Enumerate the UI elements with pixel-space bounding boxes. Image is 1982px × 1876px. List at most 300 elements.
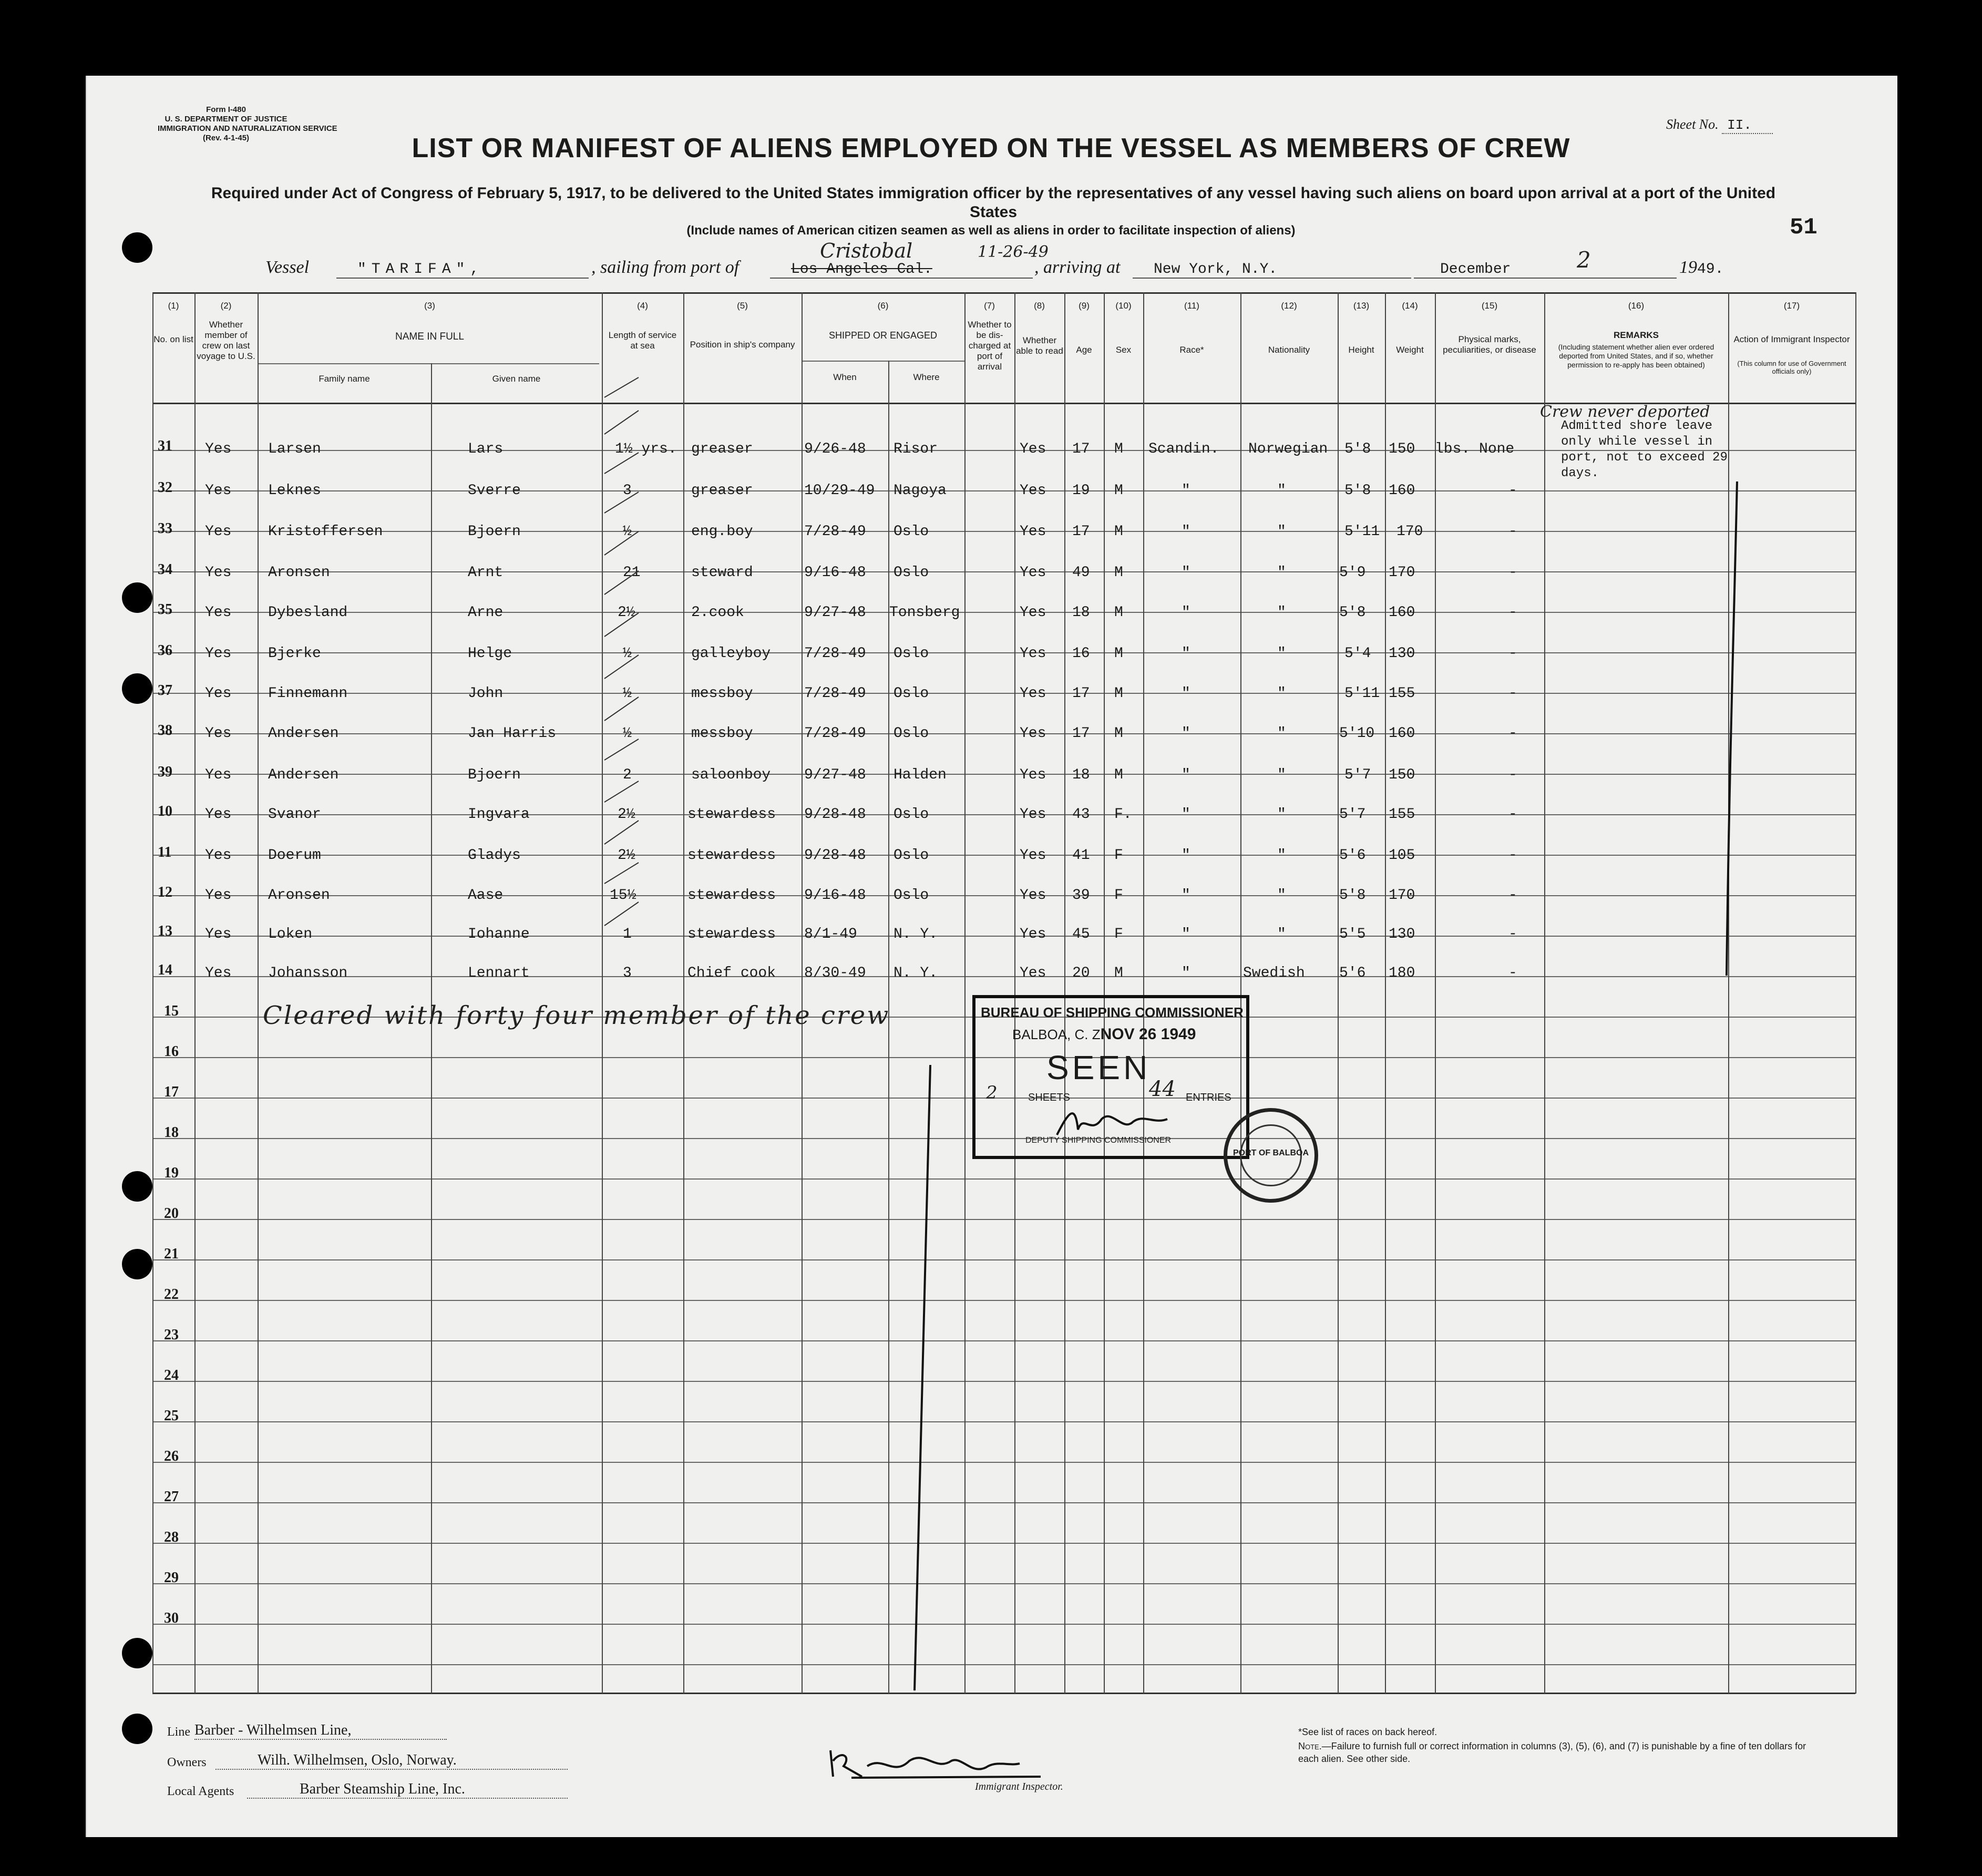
marks-cell: - [1508, 685, 1517, 702]
height-cell: 5'7 [1344, 767, 1371, 783]
service-cell: 15½ [610, 887, 636, 904]
sex-cell: M [1114, 565, 1123, 581]
sex-cell: F. [1114, 806, 1132, 823]
sheet-number [1666, 117, 1773, 133]
read-cell: Yes [1020, 926, 1046, 942]
where-cell: N. Y. [894, 965, 938, 981]
arrival-month: December [1440, 261, 1511, 278]
given-name-cell: Sverre [468, 483, 521, 499]
read-cell: Yes [1020, 441, 1046, 457]
race-cell: " [1182, 767, 1190, 783]
where-cell: Oslo [894, 565, 929, 581]
pen-strokes [152, 292, 1855, 1696]
nationality-cell: " [1277, 565, 1286, 581]
sex-cell: M [1114, 524, 1123, 540]
race-cell: " [1182, 847, 1190, 864]
col-header-age: Age [1076, 345, 1092, 355]
col-number: (16) [1628, 301, 1645, 311]
arrival-year [1679, 258, 1723, 278]
nationality-cell: " [1277, 926, 1286, 942]
punch-hole [122, 1171, 152, 1202]
where-cell: Tonsberg [889, 604, 960, 621]
row-number: 38 [158, 722, 172, 739]
age-cell: 16 [1072, 645, 1090, 662]
date-field [1414, 258, 1677, 279]
year-suffix: 49. [1697, 261, 1724, 278]
when-cell: 8/1-49 [804, 926, 857, 942]
punch-hole [122, 582, 152, 613]
race-cell: " [1182, 725, 1190, 742]
position-cell: greaser [691, 483, 753, 499]
weight-cell: 155 [1389, 806, 1415, 823]
race-cell: " [1182, 685, 1190, 702]
where-cell: Risor [894, 441, 938, 457]
stamp-line1: BUREAU OF SHIPPING COMMISSIONER [981, 1004, 1244, 1020]
marks-cell: - [1508, 887, 1517, 904]
stamp-sheets-label: SHEETS [1028, 1092, 1071, 1103]
family-name-cell: Dybesland [268, 604, 348, 621]
last-voyage-cell: Yes [205, 441, 232, 457]
age-cell: 17 [1072, 685, 1090, 702]
col-number: (4) [637, 301, 648, 311]
position-cell: messboy [691, 685, 753, 702]
row-number: 14 [158, 962, 172, 978]
line-value: Barber - Wilhelmsen Line, [194, 1722, 447, 1740]
weight-cell: 130 [1389, 926, 1415, 942]
service-name: IMMIGRATION AND NATURALIZATION SERVICE [158, 124, 337, 133]
height-cell: 5'7 [1339, 806, 1366, 823]
service-cell: 21 [623, 565, 641, 581]
col-header-height: Height [1348, 345, 1374, 355]
row-number: 37 [158, 682, 172, 699]
sex-cell: M [1114, 483, 1123, 499]
col-number: (3) [424, 301, 435, 311]
vessel-name: "TARIFA", [357, 261, 485, 278]
position-cell: stewardess [687, 806, 776, 823]
when-cell: 9/27-48 [804, 767, 866, 783]
punch-hole [122, 1249, 152, 1279]
race-cell: " [1182, 483, 1190, 499]
marks-cell: - [1508, 725, 1517, 742]
line-label: Line [167, 1725, 190, 1739]
race-cell: " [1182, 887, 1190, 904]
where-cell: Oslo [894, 806, 929, 823]
height-cell: 5'8 [1339, 887, 1366, 904]
given-name-cell: Iohanne [468, 926, 530, 942]
height-cell: 5'6 [1339, 847, 1366, 864]
port-seal [1224, 1108, 1318, 1203]
weight-cell: 160 [1389, 604, 1415, 621]
row-number: 11 [158, 844, 172, 860]
sex-cell: M [1114, 604, 1123, 621]
port-date: 11-26-49 [978, 243, 1049, 261]
sex-cell: F [1114, 847, 1123, 864]
col-header-discharged: Whether to be dis-charged at port of arrival [968, 320, 1012, 372]
last-voyage-cell: Yes [205, 767, 232, 783]
row-number: 39 [158, 764, 172, 780]
row-number: 12 [158, 884, 172, 900]
shipping-commissioner-stamp [972, 995, 1249, 1159]
last-voyage-cell: Yes [205, 604, 232, 621]
given-name-cell: Ingvara [468, 806, 530, 823]
age-cell: 19 [1072, 483, 1090, 499]
row-number: 31 [158, 438, 172, 454]
nationality-cell: " [1277, 645, 1286, 662]
when-cell: 9/27-48 [804, 604, 866, 621]
col-header-service: Length of service at sea [608, 330, 677, 351]
col-number: (11) [1184, 301, 1199, 311]
agents-value: Barber Steamship Line, Inc. [247, 1781, 568, 1799]
service-cell: ½ [623, 725, 632, 742]
when-cell: 9/16-48 [804, 565, 866, 581]
row-number: 27 [164, 1489, 179, 1505]
height-cell: 5'8 [1344, 441, 1371, 457]
race-cell: " [1182, 806, 1190, 823]
when-cell: 7/28-49 [804, 725, 866, 742]
last-voyage-cell: Yes [205, 725, 232, 742]
height-cell: 5'8 [1344, 483, 1371, 499]
where-cell: N. Y. [894, 926, 938, 942]
row-number: 36 [158, 642, 172, 659]
owners-label: Owners [167, 1756, 207, 1769]
arriving-port: New York, N.Y. [1154, 261, 1278, 278]
family-name-cell: Andersen [268, 725, 339, 742]
vessel-label: Vessel [265, 258, 310, 277]
marks-cell: - [1508, 645, 1517, 662]
row-number: 19 [164, 1165, 179, 1181]
page-title: LIST OR MANIFEST OF ALIENS EMPLOYED ON THE VESSEL AS MEMBERS OF CREW [412, 133, 1570, 163]
port-handwritten: Cristobal [820, 239, 913, 262]
row-number: 18 [164, 1124, 179, 1141]
read-cell: Yes [1020, 965, 1046, 981]
col-number: (17) [1783, 301, 1800, 311]
family-name-cell: Svanor [268, 806, 321, 823]
race-cell: " [1182, 645, 1190, 662]
service-cell: 1½ yrs. [615, 441, 677, 457]
sex-cell: F [1114, 887, 1123, 904]
col-header-remarks-note: (Including statement whether alien ever ordered deported from United States, and if so, whether permission to re-apply has been obtained) [1558, 343, 1714, 369]
position-cell: stewardess [687, 847, 776, 864]
row-number: 30 [164, 1610, 179, 1626]
col-header-family-name: Family name [319, 374, 370, 384]
nationality-cell: " [1277, 604, 1286, 621]
marks-cell: - [1508, 806, 1517, 823]
nationality-cell: " [1277, 483, 1286, 499]
position-cell: eng.boy [691, 524, 753, 540]
age-cell: 20 [1072, 965, 1090, 981]
weight-cell: 160 [1389, 483, 1415, 499]
col-number: (10) [1115, 301, 1132, 311]
last-voyage-cell: Yes [205, 685, 232, 702]
when-cell: 9/16-48 [804, 887, 866, 904]
punch-hole [122, 1638, 152, 1668]
nationality-cell: " [1277, 806, 1286, 823]
age-cell: 18 [1072, 604, 1090, 621]
department: U. S. DEPARTMENT OF JUSTICE [165, 115, 287, 124]
agents-label: Local Agents [167, 1785, 234, 1798]
service-cell: 2½ [618, 604, 635, 621]
given-name-cell: Lennart [468, 965, 530, 981]
where-cell: Oslo [894, 847, 929, 864]
when-cell: 7/28-49 [804, 645, 866, 662]
family-name-cell: Loken [268, 926, 313, 942]
position-cell: steward [691, 565, 753, 581]
row-number: 24 [164, 1367, 179, 1383]
height-cell: 5'5 [1339, 926, 1366, 942]
crew-table [152, 292, 1855, 1696]
col-number: (13) [1353, 301, 1370, 311]
where-cell: Oslo [894, 725, 929, 742]
position-cell: Chief cook [687, 965, 776, 981]
when-cell: 10/29-49 [804, 483, 875, 499]
penalty-note [1298, 1740, 1824, 1765]
read-cell: Yes [1020, 645, 1046, 662]
last-voyage-cell: Yes [205, 926, 232, 942]
where-cell: Oslo [894, 887, 929, 904]
col-number: (5) [737, 301, 748, 311]
row-number: 25 [164, 1408, 179, 1424]
col-header-action: Action of Immigrant Inspector [1733, 334, 1850, 344]
nationality-cell: " [1277, 524, 1286, 540]
row-number: 23 [164, 1327, 179, 1343]
when-cell: 9/28-48 [804, 806, 866, 823]
family-name-cell: Leknes [268, 483, 321, 499]
sex-cell: M [1114, 685, 1123, 702]
given-name-cell: Lars [468, 441, 504, 457]
family-name-cell: Aronsen [268, 565, 330, 581]
requirement-text: Required under Act of Congress of February 5, 1917, to be delivered to the United States immigration officer by the representatives of any vessel having such aliens on board upon arrival at a port of the United States [211, 184, 1776, 221]
last-voyage-cell: Yes [205, 483, 232, 499]
given-name-cell: Bjoern [468, 767, 521, 783]
service-cell: ½ [623, 645, 632, 662]
marks-cell: lbs. None [1435, 441, 1515, 457]
col-header-remarks: REMARKS [1614, 330, 1659, 340]
race-cell: " [1182, 604, 1190, 621]
weight-cell: 155 [1389, 685, 1415, 702]
col-header-no: No. on list [153, 334, 193, 344]
position-cell: stewardess [687, 926, 776, 942]
col-rule [1855, 292, 1856, 1694]
col-number: (14) [1402, 301, 1418, 311]
stamp-city: BALBOA, C. Z [1012, 1027, 1101, 1042]
service-cell: ½ [623, 524, 632, 540]
height-cell: 5'6 [1339, 965, 1366, 981]
col-header-weight: Weight [1396, 345, 1424, 355]
weight-cell: 150 [1389, 767, 1415, 783]
stamp-seen: SEEN [1046, 1049, 1151, 1086]
weight-cell: 160 [1389, 725, 1415, 742]
race-cell: " [1182, 524, 1190, 540]
where-cell: Nagoya [894, 483, 947, 499]
position-cell: 2.cook [691, 604, 744, 621]
col-header-position: Position in ship's company [690, 340, 795, 350]
col-header-when: When [833, 372, 857, 382]
given-name-cell: John [468, 685, 504, 702]
sheet-label: Sheet No. [1666, 117, 1719, 132]
races-note: *See list of races on back hereof. [1298, 1727, 1437, 1737]
marks-cell: - [1508, 767, 1517, 783]
vessel-field [336, 258, 589, 279]
nationality-cell: Norwegian [1248, 441, 1328, 457]
when-cell: 8/30-49 [804, 965, 866, 981]
row-number: 26 [164, 1448, 179, 1464]
service-cell: 2½ [618, 847, 635, 864]
nationality-cell: " [1277, 887, 1286, 904]
given-name-cell: Gladys [468, 847, 521, 864]
row-number: 32 [158, 479, 172, 496]
page-number: 51 [1790, 214, 1817, 241]
weight-cell: 180 [1389, 965, 1415, 981]
read-cell: Yes [1020, 565, 1046, 581]
where-cell: Oslo [894, 524, 929, 540]
family-name-cell: Andersen [268, 767, 339, 783]
read-cell: Yes [1020, 725, 1046, 742]
last-voyage-cell: Yes [205, 965, 232, 981]
service-cell: ½ [623, 685, 632, 702]
col-header-read: Whether able to read [1016, 335, 1063, 356]
service-cell: 2 [623, 767, 632, 783]
col-header-name: NAME IN FULL [395, 331, 464, 342]
marks-cell: - [1508, 965, 1517, 981]
row-number: 16 [164, 1043, 179, 1060]
age-cell: 43 [1072, 806, 1090, 823]
when-cell: 7/28-49 [804, 685, 866, 702]
age-cell: 17 [1072, 524, 1090, 540]
read-cell: Yes [1020, 847, 1046, 864]
col-number: (7) [984, 301, 995, 311]
height-cell: 5'11 [1344, 685, 1380, 702]
col-header-last-voyage: Whether member of crew on last voyage to U.S. [197, 320, 255, 361]
read-cell: Yes [1020, 604, 1046, 621]
stamp-sheets-value: 2 [986, 1082, 998, 1103]
nationality-cell: Swedish [1243, 965, 1305, 981]
inspector-signature [820, 1740, 1083, 1782]
sex-cell: M [1114, 767, 1123, 783]
given-name-cell: Jan Harris [468, 725, 557, 742]
stamp-entries-value: 44 [1149, 1077, 1176, 1101]
weight-cell: 150 [1389, 441, 1415, 457]
age-cell: 41 [1072, 847, 1090, 864]
stamp-date: NOV 26 1949 [1100, 1026, 1196, 1043]
family-name-cell: Doerum [268, 847, 321, 864]
when-cell: 9/28-48 [804, 847, 866, 864]
row-number: 21 [164, 1246, 179, 1262]
seal-text: PORT OF BALBOA [1233, 1149, 1309, 1157]
when-cell: 9/26-48 [804, 441, 866, 457]
weight-cell: 105 [1389, 847, 1415, 864]
sex-cell: M [1114, 725, 1123, 742]
height-cell: 5'4 [1344, 645, 1371, 662]
service-cell: 1 [623, 926, 632, 942]
sex-cell: F [1114, 926, 1123, 942]
service-cell: 2½ [618, 806, 635, 823]
stamp-deputy: DEPUTY SHIPPING COMMISSIONER [1025, 1136, 1172, 1145]
marks-cell: - [1508, 565, 1517, 581]
owners-value: Wilh. Wilhelmsen, Oslo, Norway. [215, 1752, 568, 1770]
weight-cell: 130 [1389, 645, 1415, 662]
position-cell: stewardess [687, 887, 776, 904]
row-number: 28 [164, 1529, 179, 1545]
last-voyage-cell: Yes [205, 524, 232, 540]
punch-hole [122, 673, 152, 704]
col-header-action-note: (This column for use of Government officials only) [1737, 360, 1846, 375]
punch-hole [122, 1714, 152, 1744]
stamp-location [1012, 1026, 1196, 1043]
position-cell: messboy [691, 725, 753, 742]
col-header-marks: Physical marks, peculiarities, or disease [1443, 334, 1536, 355]
age-cell: 45 [1072, 926, 1090, 942]
family-name-cell: Kristoffersen [268, 524, 383, 540]
col-number: (6) [877, 301, 889, 311]
where-cell: Oslo [894, 685, 929, 702]
col-header-nationality: Nationality [1268, 345, 1310, 355]
nationality-cell: " [1277, 767, 1286, 783]
row-number: 10 [158, 803, 172, 819]
arriving-label: , arriving at [1034, 258, 1121, 277]
year-prefix: 19 [1679, 258, 1697, 277]
age-cell: 17 [1072, 725, 1090, 742]
col-number: (9) [1079, 301, 1090, 311]
row-number: 22 [164, 1286, 179, 1303]
col-number: (2) [220, 301, 232, 311]
family-name-cell: Larsen [268, 441, 321, 457]
position-cell: saloonboy [691, 767, 771, 783]
form-number: Form I-480 [206, 105, 246, 114]
height-cell: 5'11 [1344, 524, 1380, 540]
marks-cell: - [1508, 604, 1517, 621]
row-number: 35 [158, 601, 172, 618]
age-cell: 18 [1072, 767, 1090, 783]
row-number: 34 [158, 561, 172, 578]
col-header-where: Where [913, 372, 940, 382]
given-name-cell: Helge [468, 645, 512, 662]
given-name-cell: Arnt [468, 565, 504, 581]
race-cell: " [1182, 565, 1190, 581]
marks-cell: - [1508, 926, 1517, 942]
family-name-cell: Bjerke [268, 645, 321, 662]
given-name-cell: Aase [468, 887, 504, 904]
closing-note: Cleared with forty four member of the crew [263, 1001, 890, 1030]
row-number: 15 [164, 1003, 179, 1019]
weight-cell: 170 [1389, 565, 1415, 581]
arrival-day: 2 [1577, 247, 1591, 273]
remarks-handwritten: Crew never deported [1540, 403, 1710, 421]
read-cell: Yes [1020, 767, 1046, 783]
sex-cell: M [1114, 965, 1123, 981]
age-cell: 17 [1072, 441, 1090, 457]
height-cell: 5'10 [1339, 725, 1375, 742]
col-number: (12) [1281, 301, 1297, 311]
sailing-label: , sailing from port of [591, 258, 740, 277]
row-number: 33 [158, 520, 172, 537]
col-header-race: Race* [1179, 345, 1204, 355]
row-number: 20 [164, 1205, 179, 1222]
col-number: (15) [1481, 301, 1498, 311]
nationality-cell: " [1277, 685, 1286, 702]
age-cell: 39 [1072, 887, 1090, 904]
col-header-shipped: SHIPPED OR ENGAGED [828, 330, 938, 341]
race-cell: Scandin. [1148, 441, 1219, 457]
family-name-cell: Johansson [268, 965, 348, 981]
remarks-typed: Admitted shore leave only while vessel in port, not to exceed 29 days. [1561, 419, 1728, 480]
row-number: 13 [158, 923, 172, 939]
where-cell: Oslo [894, 645, 929, 662]
read-cell: Yes [1020, 806, 1046, 823]
inspector-label: Immigrant Inspector. [975, 1781, 1063, 1792]
when-cell: 7/28-49 [804, 524, 866, 540]
last-voyage-cell: Yes [205, 847, 232, 864]
col-number: (1) [168, 301, 179, 311]
